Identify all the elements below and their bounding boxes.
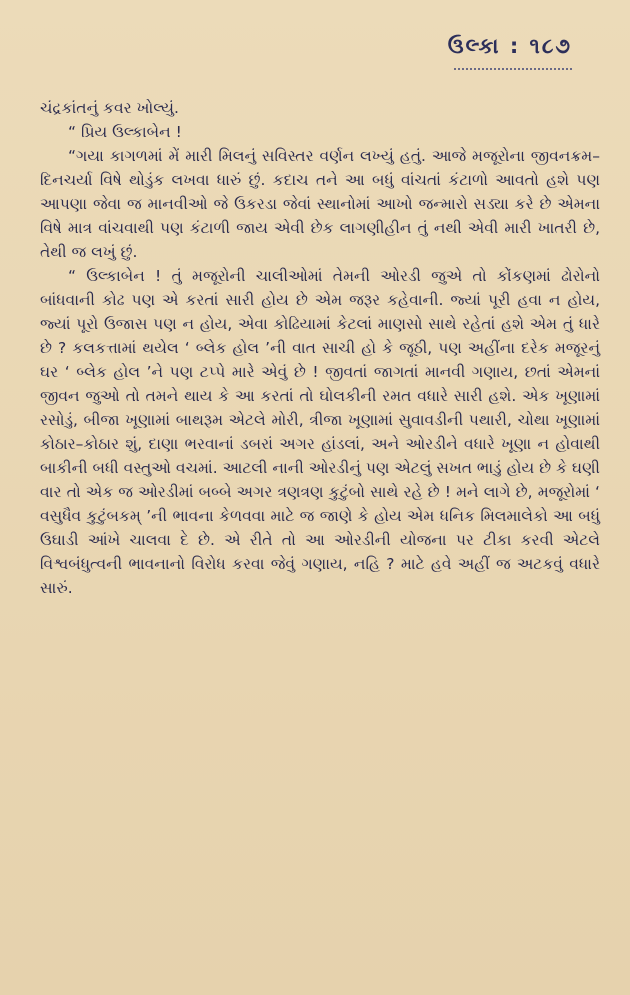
paragraph-2: “ ઉલ્કાબેન ! તું મજૂરોની ચાલીઓમાં તેમની ઓરડી જુએ તો કોંકણમાં ઢોરોનો બાંધવાની કોઢ પણ એ કરતાં સારી હોય છે એમ જરૂર કહેવાની. જ્યાં પૂરી હવા ન હોય, જ્યાં પૂરો ઉજાસ પણ ન હોય, એવા કોઢિયામાં કેટલાં માણસો સાથે રહેતાં હશે એમ તું ધારે છે ? કલકત્તામાં થયેલ ‘ બ્લેક હોલ ’ની વાત સાચી હો કે જૂઠી, પણ અહીંના દરેક મજૂરનું ઘર ‘ બ્લેક હોલ ’ને પણ ટપ્પે મારે એવું છે ! જીવતાં જાગતાં માનવી ગણાય, છતાં એમનાં જીવન જુઓ તો તમને થાય કે આ કરતાં તો ઘોલકીની રમત વધારે સારી હશે. એક ખૂણામાં રસોડું, બીજા ખૂણામાં બાથરૂમ એટલે મોરી, ત્રીજા ખૂણામાં સુવાવડીની પથારી, ચોથા ખૂણામાં કોઠાર–કોઠાર શું, દાણા ભરવાનાં ડબરાં અગર હાંડલાં, અને ઓરડીને વધારે ખૂણા ન હોવાથી બાકીની બધી વસ્તુઓ વચમાં. આટલી નાની ઓરડીનું પણ એટલું સખત ભાડું હોય છે કે ઘણી વાર તો એક જ ઓરડીમાં બબ્બે અગર ત્રણત્રણ કુટુંબો સાથે રહે છે ! મને લાગે છે, મજૂરોમાં ‘ વસુધૈવ કુટુંબકમ્ ’ની ભાવના કેળવવા માટે જ જાણે કે હોય એમ ધનિક મિલમાલેકો આ બધું ઉઘાડી આંખે ચાલવા દે છે. એ રીતે તો આ ઓરડીની યોજના પર ટીકા કરવી એટલે વિશ્વબંધુત્વની ભાવનાનો વિરોધ કરવા જેવું ગણાય, નહિ ? માટે હવે અહીં જ અટકવું વધારે સારું.	[40, 267, 600, 597]
letter-body	[40, 96, 600, 600]
intro-line: ચંદ્રકાંતનું કવર ખોલ્યું.	[40, 99, 179, 117]
salutation: “ પ્રિય ઉલ્કાબેન !	[68, 123, 182, 141]
decorative-rule	[454, 66, 572, 70]
paragraph-1: “ગયા કાગળમાં મેં મારી મિલનું સવિસ્તર વર્ણન લખ્યું હતું. આજે મજૂરોના જીવનક્રમ–દિનચર્યા વિષે થોડુંક લખવા ધારું છું. કદાચ તને આ બધું વાંચતાં કંટાળો આવતો હશે પણ આપણા જેવા જ માનવીઓ જે ઉકરડા જેવાં સ્થાનોમાં આખો જન્મારો સડ્યા કરે છે એમના વિષે માત્ર વાંચવાથી પણ કંટાળી જાય એવી છેક લાગણીહીન તું નથી એવી મારી ખાતરી છે, તેથી જ લખું છું.	[40, 147, 600, 261]
running-head: ઉલ્કા : ૧૮૭	[447, 34, 572, 58]
